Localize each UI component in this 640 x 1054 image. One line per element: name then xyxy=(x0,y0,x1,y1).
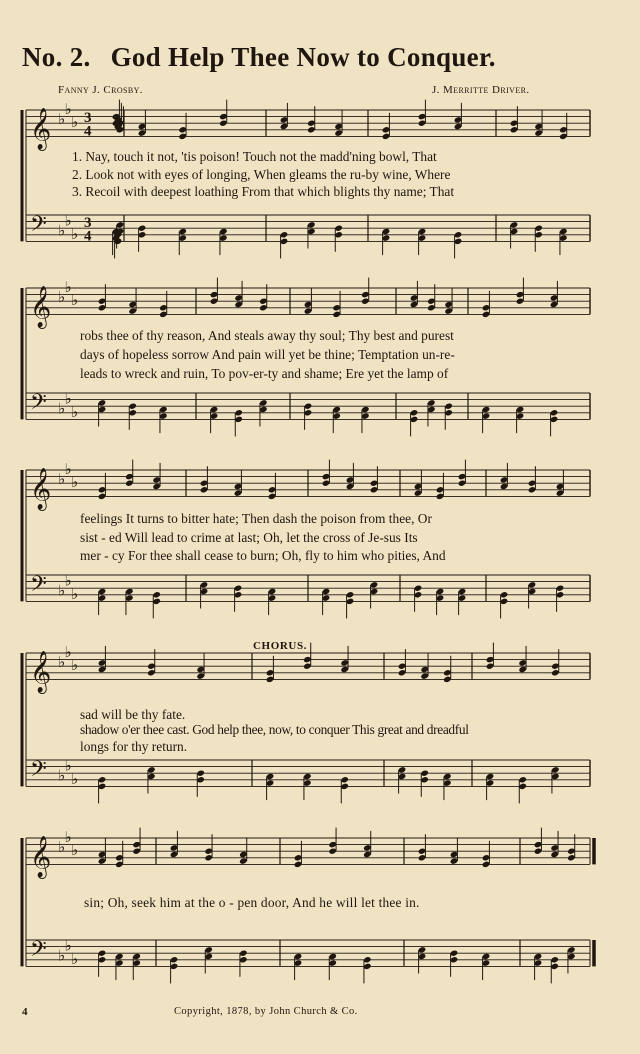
flat-icon: ♭ xyxy=(58,399,66,418)
lyric-line: sad will be thy fate. xyxy=(80,707,186,722)
flat-icon: ♭ xyxy=(71,113,79,132)
flat-icon: ♭ xyxy=(58,221,66,240)
copyright-notice: Copyright, 1878, by John Church & Co. xyxy=(174,1006,358,1017)
flat-icon: ♭ xyxy=(71,402,79,421)
flat-icon: ♭ xyxy=(64,571,72,590)
bass-clef: 𝄢 xyxy=(30,390,47,420)
composer-credit: J. Merritte Driver. xyxy=(432,84,530,96)
lyric-line: shadow o'er thee cast. God help thee, now, to conquer This great and dreadful xyxy=(80,722,469,737)
treble-clef: 𝄞 xyxy=(30,108,52,150)
lyric-line: robs thee of thy reason, And steals away thy soul; Thy best and purest xyxy=(80,328,454,343)
time-signature-bottom: 4 xyxy=(84,228,92,245)
lyric-line: 1. Nay, touch it not, 'tis poison! Touch not the madd'ning bowl, That xyxy=(72,149,437,164)
flat-icon: ♭ xyxy=(64,756,72,775)
lyric-line: feelings It turns to bitter hate; Then dash the poison from thee, Or xyxy=(80,511,432,526)
time-signature-top: 3 xyxy=(84,110,92,127)
bass-clef: 𝄢 xyxy=(30,572,47,602)
hymn-title: God Help Thee Now to Conquer. xyxy=(110,42,496,72)
flat-icon: ♭ xyxy=(64,643,72,661)
flat-icon: ♭ xyxy=(58,469,66,488)
time-signature-bottom: 4 xyxy=(84,123,92,140)
treble-clef: 𝄞 xyxy=(30,468,52,510)
time-signature-top: 3 xyxy=(84,215,92,232)
treble-clef: 𝄞 xyxy=(30,651,52,693)
flat-icon: ♭ xyxy=(71,769,79,788)
lyric-line: longs for thy return. xyxy=(80,739,188,754)
flat-icon: ♭ xyxy=(71,473,79,492)
flat-icon: ♭ xyxy=(71,656,79,675)
bass-clef: 𝄢 xyxy=(30,937,47,967)
bass-clef: 𝄢 xyxy=(30,757,47,787)
hymn-number: No. 2. xyxy=(22,42,91,72)
lyric-line: mer - cy For thee shall cease to burn; Oh, fly to him who pities, And xyxy=(80,548,446,563)
lyric-line: sist - ed Will lead to crime at last; Oh, let the cross of Je-sus Its xyxy=(80,530,418,545)
treble-clef: 𝄞 xyxy=(30,286,52,328)
flat-icon: ♭ xyxy=(64,828,72,846)
flat-icon: ♭ xyxy=(64,389,72,408)
bass-clef: 𝄢 xyxy=(30,212,47,242)
flat-icon: ♭ xyxy=(71,949,79,968)
flat-icon: ♭ xyxy=(71,224,79,243)
lyric-line: leads to wreck and ruin, To pov-er-ty and shame; Ere yet the lamp of xyxy=(80,366,449,381)
flat-icon: ♭ xyxy=(64,100,72,118)
flat-icon: ♭ xyxy=(71,841,79,860)
flat-icon: ♭ xyxy=(58,837,66,856)
flat-icon: ♭ xyxy=(64,278,72,296)
flat-icon: ♭ xyxy=(64,211,72,230)
lyric-line: 2. Look not with eyes of longing, When gleams the ru-by wine, Where xyxy=(72,167,451,182)
lyric-line: sin; Oh, seek him at the o - pen door, And he will let thee in. xyxy=(84,895,420,910)
chorus-label: CHORUS. xyxy=(253,640,308,652)
flat-icon: ♭ xyxy=(71,291,79,310)
flat-icon: ♭ xyxy=(71,584,79,603)
flat-icon: ♭ xyxy=(58,766,66,785)
flat-icon: ♭ xyxy=(58,109,66,128)
flat-icon: ♭ xyxy=(64,936,72,955)
lyric-line: 3. Recoil with deepest loathing From that which blights thy name; That xyxy=(72,184,455,199)
flat-icon: ♭ xyxy=(64,460,72,478)
flat-icon: ♭ xyxy=(58,287,66,306)
flat-icon: ♭ xyxy=(58,581,66,600)
page-number: 4 xyxy=(22,1006,28,1018)
treble-clef: 𝄞 xyxy=(30,836,52,878)
flat-icon: ♭ xyxy=(58,946,66,965)
lyricist-credit: Fanny J. Crosby. xyxy=(58,84,143,96)
flat-icon: ♭ xyxy=(58,652,66,671)
lyric-line: days of hopeless sorrow And pain will yet be thine; Temptation un-re- xyxy=(80,347,455,362)
